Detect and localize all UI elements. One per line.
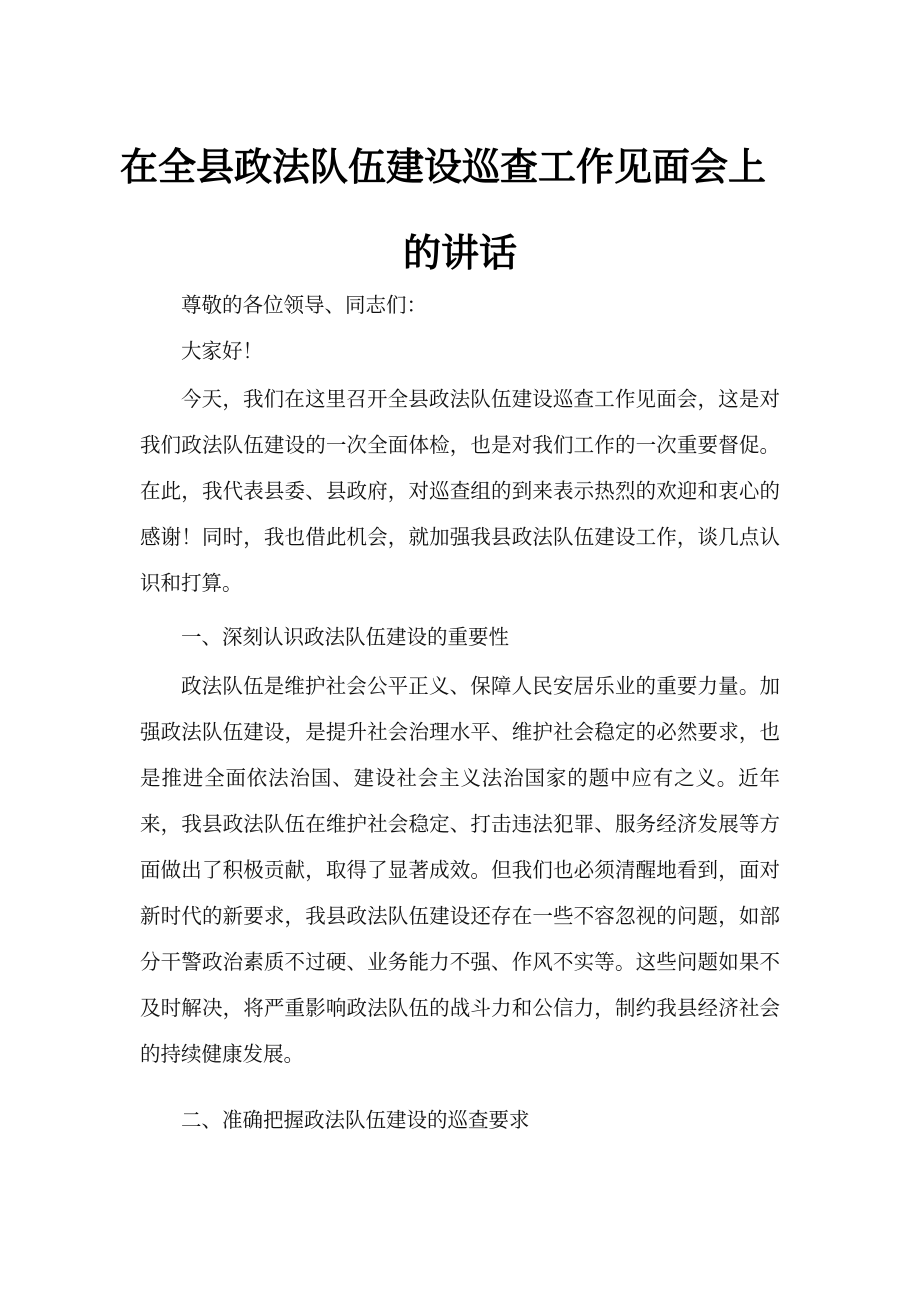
greeting: 大家好！	[181, 339, 263, 363]
title-line-2: 的讲话	[402, 231, 517, 275]
section-1-heading: 一、深刻认识政法队伍建设的重要性	[181, 625, 509, 649]
intro-paragraph: 今天，我们在这里召开全县政法队伍建设巡查工作见面会，这是对我们政法队伍建设的一次全面体检，也是对我们工作的一次重要督促。在此，我代表县委、县政府，对巡查组的到来表示热烈的欢迎和衷心的感谢！同时，我也借此机会，就加强我县政法队伍建设工作，谈几点认识和打算。	[140, 387, 780, 595]
section-1-paragraph: 政法队伍是维护社会公平正义、保障人民安居乐业的重要力量。加强政法队伍建设，是提升社会治理水平、维护社会稳定的必然要求，也是推进全面依法治国、建设社会主义法治国家的题中应有之义。近年来，我县政法队伍在维护社会稳定、打击违法犯罪、服务经济发展等方面做出了积极贡献，取得了显著成效。但我们也必须清醒地看到，面对新时代的新要求，我县政法队伍建设还存在一些不容忽视的问题，如部分干警政治素质不过硬、业务能力不强、作风不实等。这些问题如果不及时解决，将严重影响政法队伍的战斗力和公信力，制约我县经济社会的持续健康发展。	[140, 674, 780, 1066]
salutation: 尊敬的各位领导、同志们：	[181, 293, 427, 317]
section-2-heading: 二、准确把握政法队伍建设的巡查要求	[181, 1108, 530, 1132]
title-line-1: 在全县政法队伍建设巡查工作见面会上	[119, 145, 766, 189]
